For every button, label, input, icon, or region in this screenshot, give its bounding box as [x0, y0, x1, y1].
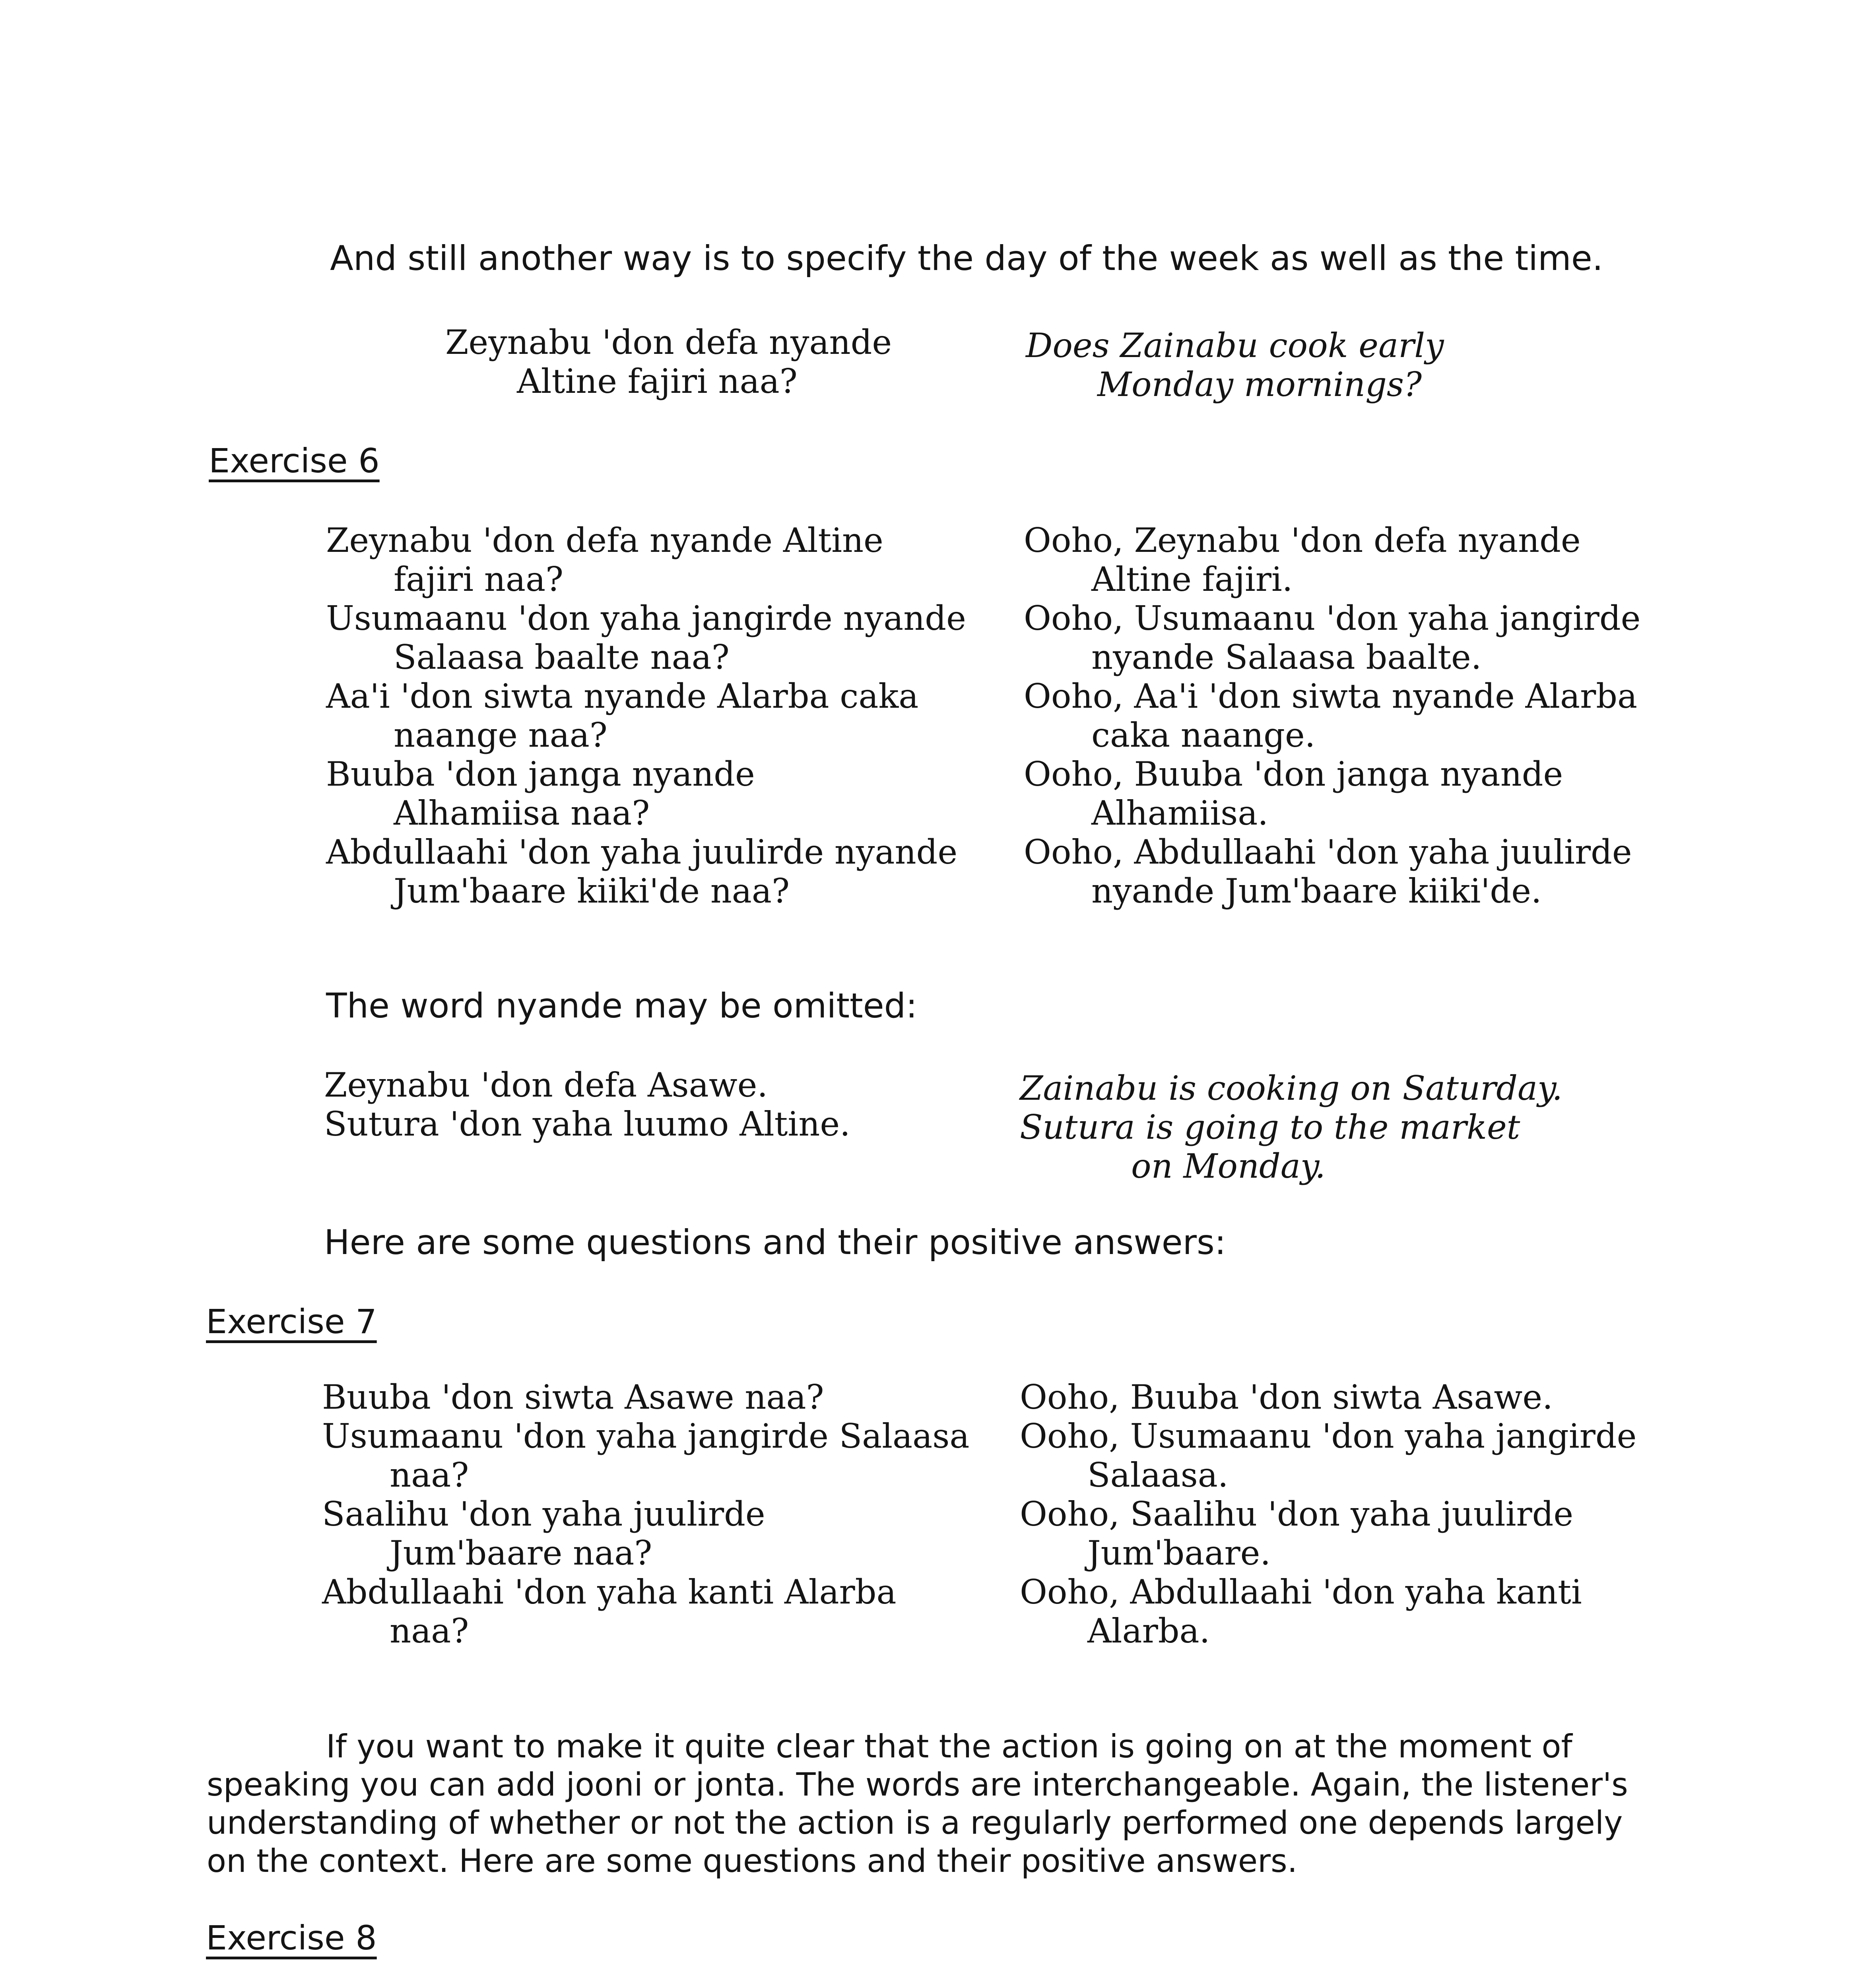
question-line: Aa'i 'don siwta nyande Alarba caka	[326, 677, 919, 716]
example-left-line: Zeynabu 'don defa nyande	[445, 323, 892, 362]
answer-line: Ooho, Abdullaahi 'don yaha juulirde	[1024, 833, 1632, 872]
answer-line: caka naange.	[1091, 716, 1316, 755]
example-left-line: Altine fajiri naa?	[517, 362, 798, 401]
omit-note: The word nyande may be omitted:	[326, 986, 918, 1026]
example-left	[445, 323, 922, 401]
answer-line: Jum'baare.	[1087, 1534, 1271, 1573]
exercise-6-title: Exercise 6	[209, 441, 380, 480]
exercise-8-title: Exercise 8	[206, 1918, 377, 1957]
question-line: Buuba 'don siwta Asawe naa?	[322, 1378, 824, 1417]
example-right-line: Does Zainabu cook early	[1026, 326, 1444, 365]
question-line: Zeynabu 'don defa nyande Altine	[326, 521, 883, 560]
question-line: naa?	[390, 1456, 469, 1495]
question-line: Abdullaahi 'don yaha kanti Alarba	[322, 1573, 897, 1611]
question-line: Salaasa baalte naa?	[394, 638, 730, 677]
translation-line: Zainabu is cooking on Saturday.	[1020, 1069, 1563, 1108]
exercise-7-title: Exercise 7	[206, 1302, 377, 1341]
answer-line: Ooho, Buuba 'don janga nyande	[1024, 755, 1563, 794]
answer-line: Ooho, Saalihu 'don yaha juulirde	[1020, 1495, 1574, 1534]
omit-examples	[324, 1066, 850, 1143]
answer-line: Ooho, Aa'i 'don siwta nyande Alarba	[1024, 677, 1638, 716]
exercise-6-answers	[1024, 521, 1640, 911]
answer-line: Alhamiisa.	[1091, 794, 1268, 833]
question-line: Usumaanu 'don yaha jangirde nyande	[326, 599, 966, 638]
question-line: Usumaanu 'don yaha jangirde Salaasa	[322, 1417, 970, 1456]
intro-text: And still another way is to specify the day of the week as well as the time.	[330, 239, 1603, 278]
answer-line: Altine fajiri.	[1091, 560, 1293, 599]
exercise-6-questions	[326, 521, 966, 911]
translation-line: Sutura is going to the market	[1020, 1108, 1520, 1147]
answer-line: Alarba.	[1087, 1611, 1210, 1650]
omit-translations	[1020, 1069, 1562, 1186]
question-line: fajiri naa?	[394, 560, 564, 599]
question-line: Buuba 'don janga nyande	[326, 755, 755, 794]
paragraph-line: If you want to make it quite clear that the action is going on at the moment of	[326, 1728, 1572, 1765]
question-line: Abdullaahi 'don yaha juulirde nyande	[326, 833, 958, 872]
questions-intro: Here are some questions and their positive answers:	[324, 1223, 1226, 1262]
answer-line: nyande Salaasa baalte.	[1091, 638, 1482, 677]
explanation-paragraph	[207, 1728, 1628, 1880]
answer-line: Ooho, Abdullaahi 'don yaha kanti	[1020, 1573, 1582, 1611]
question-line: Alhamiisa naa?	[394, 794, 650, 833]
omit-example-line: Zeynabu 'don defa Asawe.	[324, 1066, 768, 1105]
answer-line: Ooho, Usumaanu 'don yaha jangirde	[1024, 599, 1641, 638]
example-right-line: Monday mornings?	[1097, 365, 1422, 404]
answer-line: nyande Jum'baare kiiki'de.	[1091, 872, 1542, 911]
answer-line: Ooho, Zeynabu 'don defa nyande	[1024, 521, 1581, 560]
paragraph-line: on the context. Here are some questions and their positive answers.	[207, 1842, 1298, 1879]
question-line: Jum'baare kiiki'de naa?	[394, 872, 790, 911]
exercise-7-questions	[322, 1378, 969, 1650]
example-right	[1026, 326, 1444, 404]
translation-line: on Monday.	[1131, 1147, 1326, 1186]
omit-example-line: Sutura 'don yaha luumo Altine.	[324, 1105, 850, 1143]
paragraph-line: speaking you can add jooni or jonta. The words are interchangeable. Again, the listener's	[207, 1766, 1628, 1803]
answer-line: Ooho, Buuba 'don siwta Asawe.	[1020, 1378, 1553, 1417]
question-line: naa?	[390, 1611, 469, 1650]
question-line: naange naa?	[394, 716, 608, 755]
answer-line: Salaasa.	[1087, 1456, 1229, 1495]
question-line: Saalihu 'don yaha juulirde	[322, 1495, 765, 1534]
question-line: Jum'baare naa?	[390, 1534, 652, 1573]
answer-line: Ooho, Usumaanu 'don yaha jangirde	[1020, 1417, 1637, 1456]
exercise-7-answers	[1020, 1378, 1636, 1650]
paragraph-line: understanding of whether or not the action is a regularly performed one depends largely	[207, 1804, 1623, 1841]
